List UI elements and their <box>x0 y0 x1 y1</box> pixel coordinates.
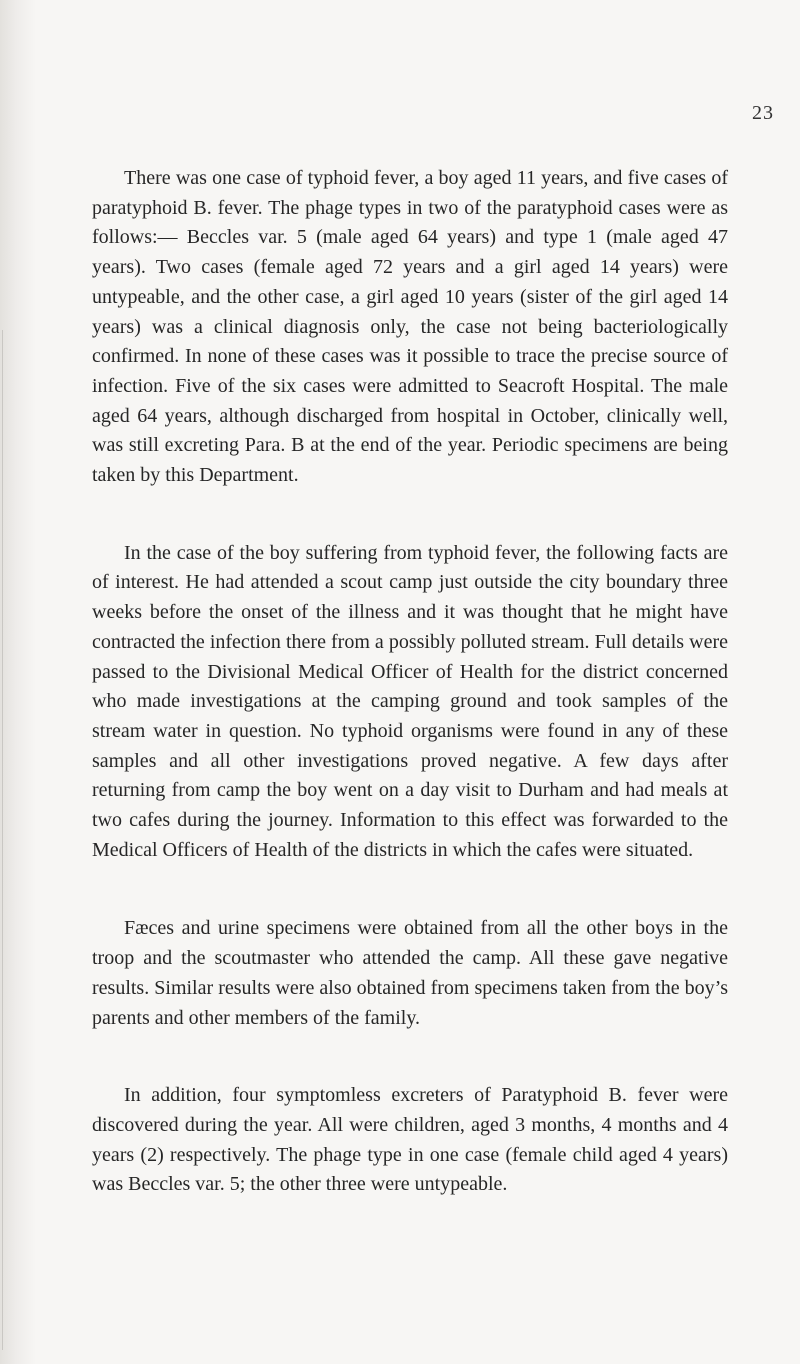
page-number: 23 <box>752 102 774 124</box>
body-text <box>92 164 728 1200</box>
scan-margin-line <box>2 330 3 1350</box>
paragraph-specimens: Fæces and urine specimens were obtained from all the other boys in the troop and the scoutmaster who attended the camp. All these gave negative results. Similar results were also obtained from specimens taken from the boy’s parents and other members of the family. <box>92 917 728 1029</box>
paragraph-typhoid-cases: There was one case of typhoid fever, a boy aged 11 years, and five cases of paratyphoid B. fever. The phage types in two of the paratyphoid cases were as follows:— Beccles var. 5 (male aged 64 years) and type 1 (male aged 47 years). Two cases (female aged 72 years and a girl aged 14 years) were untypeable, and the other case, a girl aged 10 years (sister of the girl aged 14 years) was a clinical diagnosis only, the case not being bacteriologically confirmed. In none of these cases was it possible to trace the precise source of infection. Five of the six cases were admitted to Seacroft Hospital. The male aged 64 years, although discharged from hospital in October, clinically well, was still excreting Para. B at the end of the year. Periodic specimens are being taken by this Department. <box>92 167 728 487</box>
paragraph-scout-camp: In the case of the boy suffering from typhoid fever, the following facts are of interest. He had attended a scout camp just outside the city boundary three weeks before the onset of the illness and it was thought that he might have contracted the infection there from a possibly polluted stream. Full details were passed to the Divisional Medical Officer of Health for the district concerned who made investigations at the camping ground and took samples of the stream water in question. No typhoid organisms were found in any of these samples and all other investigations proved negative. A few days after returning from camp the boy went on a day visit to Durham and had meals at two cafes during the journey. Information to this effect was forwarded to the Medical Officers of Health of the districts in which the cafes were situated. <box>92 541 728 861</box>
paragraph-excreters: In addition, four symptomless excreters of Paratyphoid B. fever were discovered during the year. All were children, aged 3 months, 4 months and 4 years (2) respectively. The phage type in one case (female child aged 4 years) was Beccles var. 5; the other three were untypeable. <box>92 1084 728 1196</box>
scan-margin-shadow <box>0 0 36 1364</box>
